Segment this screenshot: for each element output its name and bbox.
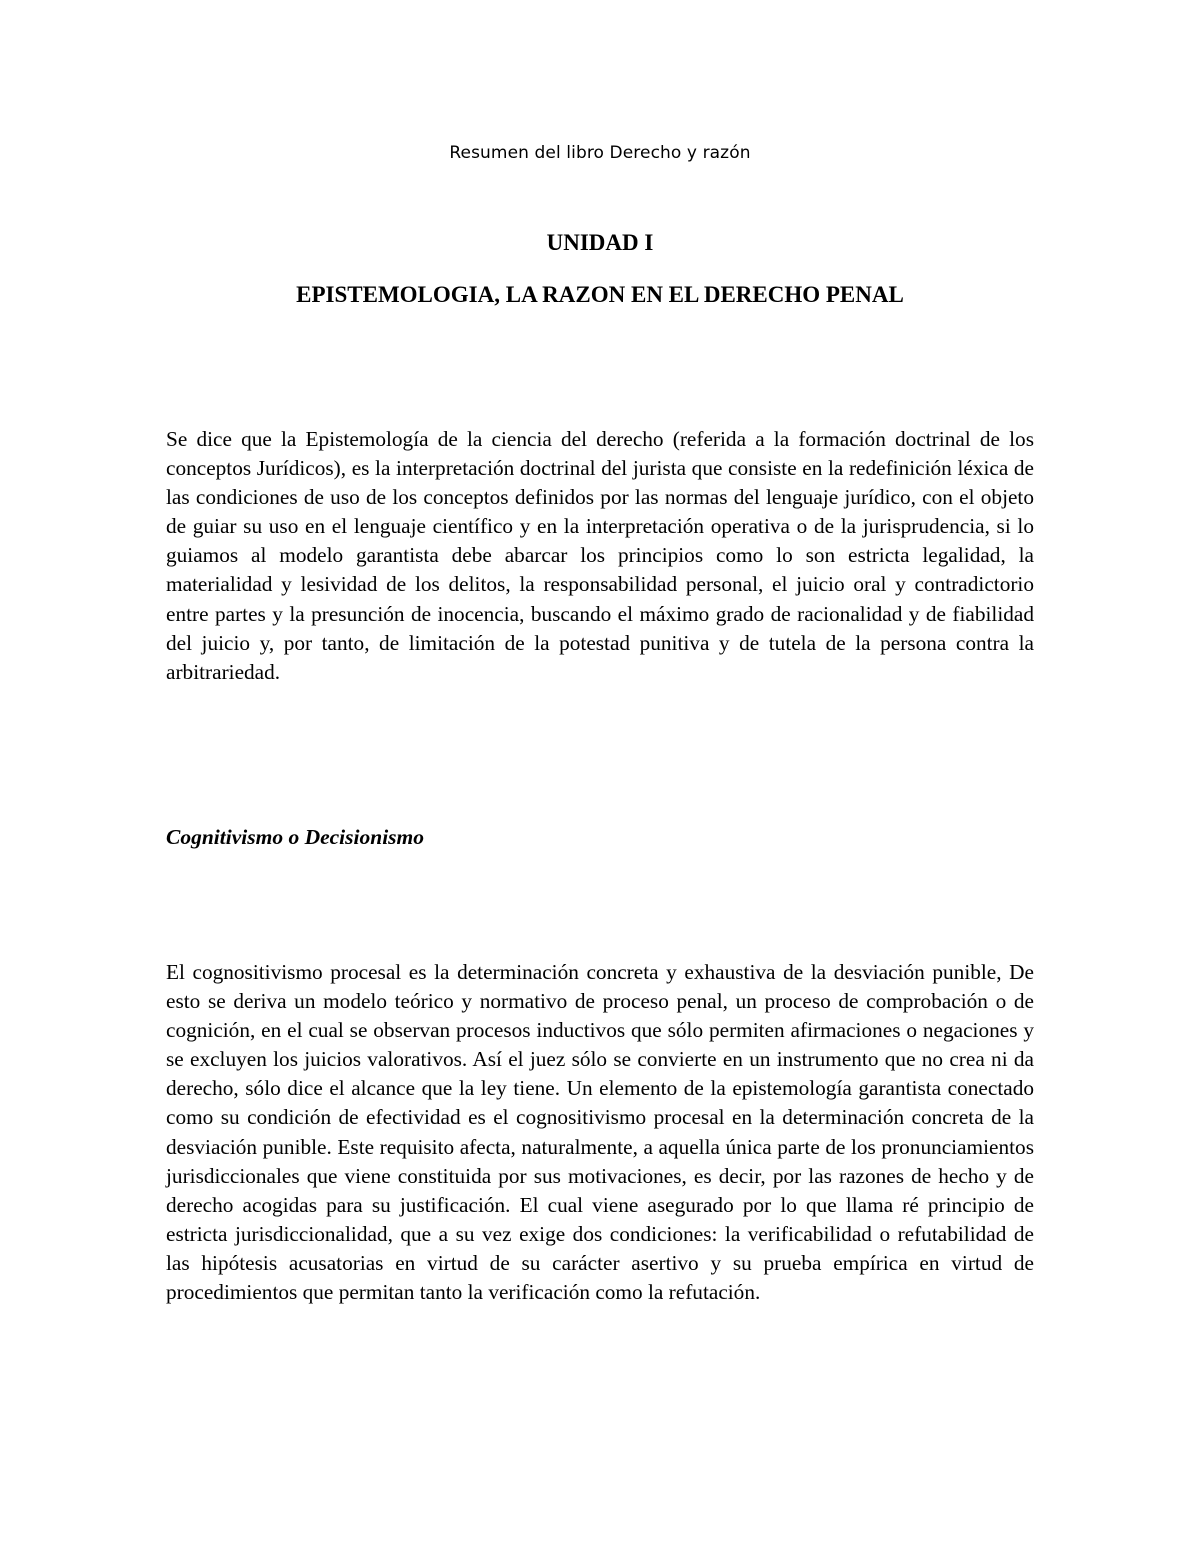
paragraph-epistemology: Se dice que la Epistemología de la ciencia del derecho (referida a la formación doctrinal de los conceptos Jurídicos), es la interpretación doctrinal del jurista que consiste en la redefinición léxica de las condiciones de uso de los conceptos definidos por las normas del lenguaje jurídico, con el objeto de guiar su uso en el lenguaje científico y en la interpretación operativa o de la jurisprudencia, si lo guiamos al modelo garantista debe abarcar los principios como lo son estricta legalidad, la materialidad y lesividad de los delitos, la responsabilidad personal, el juicio oral y contradictorio entre partes y la presunción de inocencia, buscando el máximo grado de racionalidad y de fiabilidad del juicio y, por tanto, de limitación de la potestad punitiva y de tutela de la persona contra la arbitrariedad. (166, 427, 1034, 684)
document-header: Resumen del libro Derecho y razón (449, 143, 751, 163)
unit-title: UNIDAD I (546, 230, 654, 255)
section-heading: Cognitivismo o Decisionismo (166, 825, 425, 849)
page-title: EPISTEMOLOGIA, LA RAZON EN EL DERECHO PENAL (296, 282, 904, 307)
paragraph-cognitivism: El cognositivismo procesal es la determinación concreta y exhaustiva de la desviación punible, De esto se deriva un modelo teórico y normativo de proceso penal, un proceso de comprobación o de cognición, en el cual se observan procesos inductivos que sólo permiten afirmaciones o negaciones y se excluyen los juicios valorativos. Así el juez sólo se convierte en un instrumento que no crea ni da derecho, sólo dice el alcance que la ley tiene. Un elemento de la epistemología garantista conectado como su condición de efectividad es el cognositivismo procesal en la determinación concreta de la desviación punible. Este requisito afecta, naturalmente, a aquella única parte de los pronunciamientos jurisdiccionales que viene constituida por sus motivaciones, es decir, por las razones de hecho y de derecho acogidas para su justificación. El cual viene asegurado por lo que llama ré principio de estricta jurisdiccionalidad, que a su vez exige dos condiciones: la verificabilidad o refutabilidad de las hipótesis acusatorias en virtud de su carácter asertivo y su prueba empírica en virtud de procedimientos que permitan tanto la verificación como la refutación. (166, 960, 1034, 1305)
